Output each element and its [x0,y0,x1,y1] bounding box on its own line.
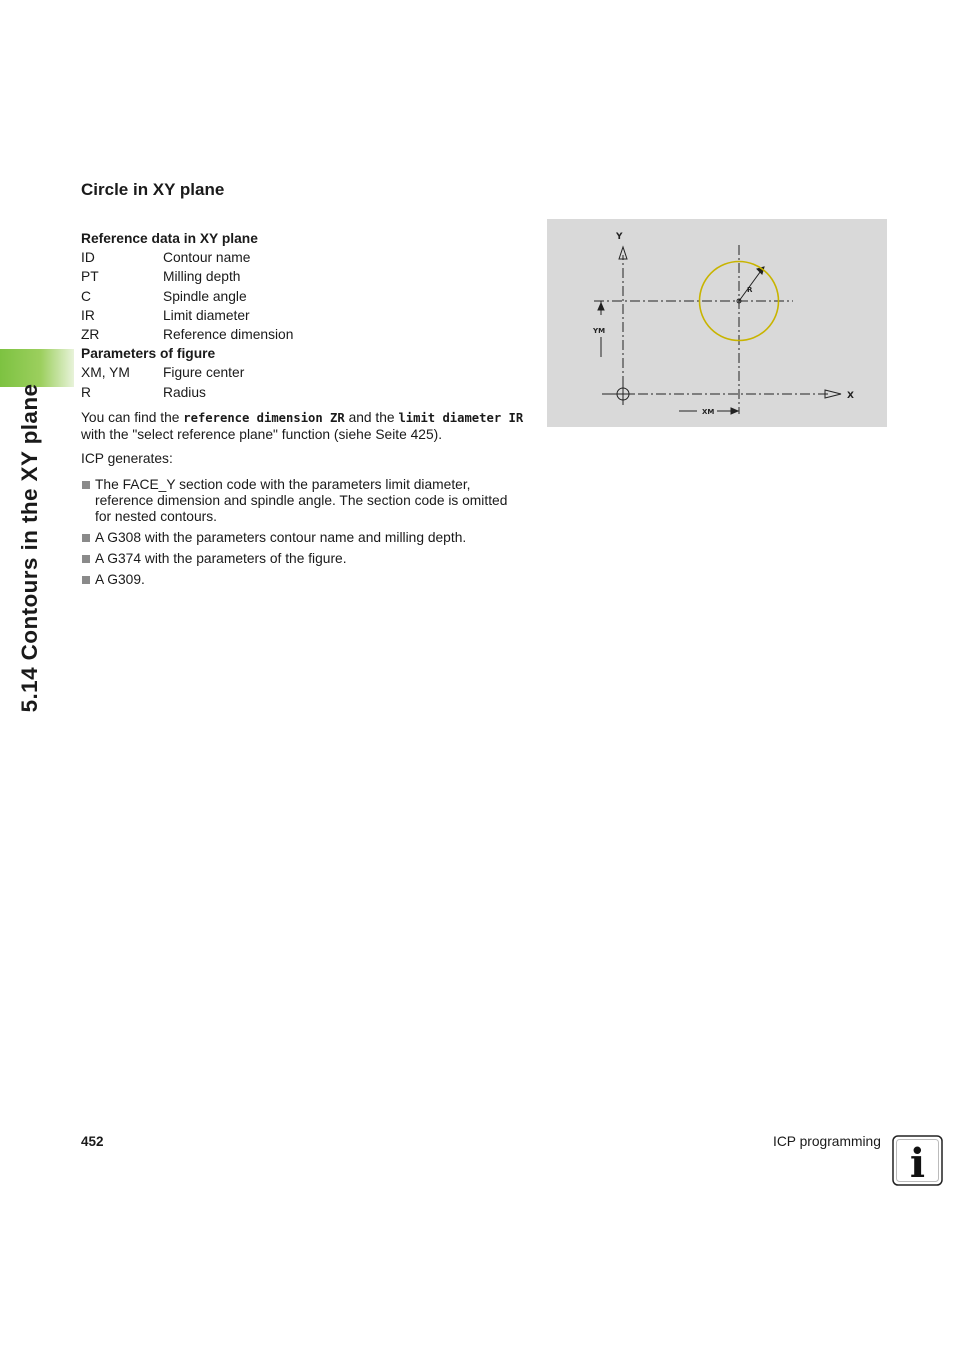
param-value: Contour name [163,250,251,266]
param-value: Limit diameter [163,307,250,323]
param-key: PT [81,269,99,285]
page-number: 452 [81,1134,104,1149]
section-heading: Circle in XY plane [81,180,225,199]
note-code-limit-diameter: limit diameter IR [398,411,524,425]
xm-label: XM [702,408,715,416]
info-icon [892,1135,943,1186]
ym-label: YM [593,327,606,335]
list-item [81,477,526,525]
bullet-square-icon [82,534,90,542]
diagram-svg [547,219,887,427]
ym-dim-arrow [598,303,604,310]
param-row [81,325,531,344]
bullet-square-icon [82,481,90,489]
bullet-square-icon [82,576,90,584]
param-key: IR [81,307,95,323]
list-item [81,572,526,588]
param-row [81,306,531,325]
circle-diagram [547,219,887,427]
note-text: and the [344,410,399,425]
param-key: ZR [81,327,100,343]
list-item-text: A G309. [95,572,145,587]
bullet-square-icon [82,555,90,563]
param-key: R [81,384,91,400]
param-row [81,383,531,402]
reference-group-title: Reference data in XY plane [81,231,258,246]
chapter-side-title: 5.14 Contours in the XY plane [17,383,42,713]
param-value: Figure center [163,365,245,381]
icp-output-list [81,477,526,593]
y-axis-label: Y [616,232,623,242]
chapter-tab-marker [0,349,74,387]
param-value: Spindle angle [163,288,247,304]
list-item [81,551,526,567]
parameter-list [81,229,531,402]
param-key: XM, YM [81,365,130,381]
param-value: Reference dimension [163,327,294,343]
param-row [81,287,531,306]
list-item [81,530,526,546]
param-row [81,248,531,267]
param-value: Radius [163,384,206,400]
note-text: You can find the [81,410,184,425]
param-row [81,267,531,286]
footer-chapter-title: ICP programming [773,1134,881,1149]
xm-dim-arrow [731,408,738,414]
list-item-text: The FACE_Y section code with the parameters limit diameter, reference dimension and spindle angle. The section code is omitted for nested contours. [95,477,508,524]
radius-line [739,268,763,301]
x-axis-label: X [847,391,854,401]
param-key: C [81,288,91,304]
list-item-text: A G374 with the parameters of the figure. [95,551,347,566]
param-key: ID [81,250,95,266]
note-code-reference-dimension: reference dimension ZR [183,411,345,425]
radius-label: R [747,286,753,294]
list-item-text: A G308 with the parameters contour name and milling depth. [95,530,467,545]
figure-group-title: Parameters of figure [81,346,216,362]
reference-note [81,410,526,443]
param-value: Milling depth [163,269,241,285]
icp-intro: ICP generates: [81,451,173,466]
param-row [81,363,531,382]
note-text: with the "select reference plane" function (siehe Seite 425). [81,426,443,442]
info-letter: i [909,1140,926,1186]
info-icon-graphic [892,1135,943,1186]
